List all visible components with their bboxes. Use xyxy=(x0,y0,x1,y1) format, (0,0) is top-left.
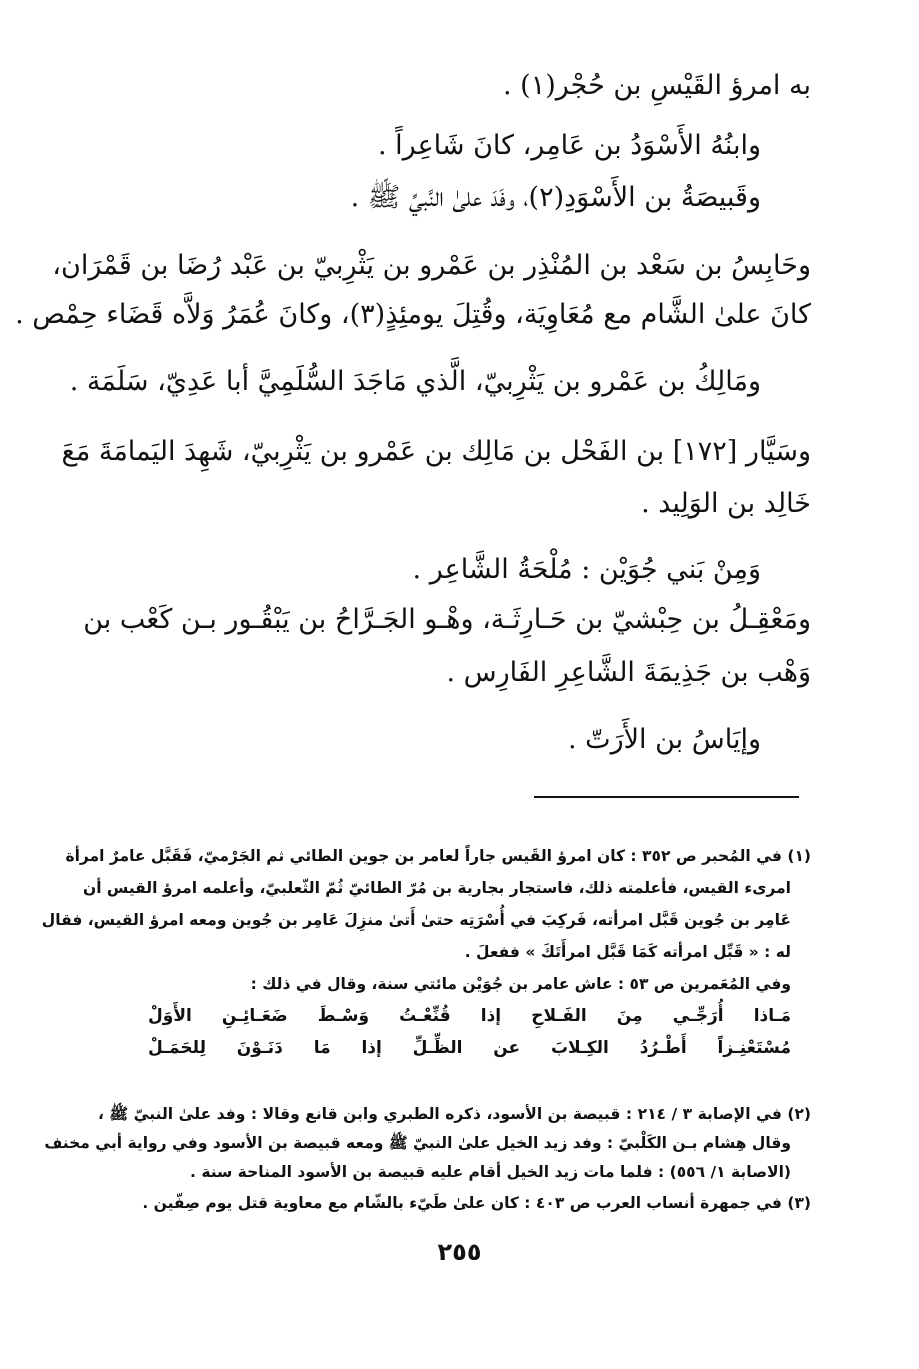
footnote-line: وقال هِشام بـن الكَلْبيّ : وفد زيد الخيل علىٰ النبيّ ﷺ ومعه قبيصة بن الأسود وفي رواية أبي مخنف xyxy=(44,1134,791,1152)
text-line: وَمِنْ بَني جُوَيْن : مُلْحَةُ الشَّاعِر . xyxy=(412,554,761,585)
text-line: به امرؤ القَيْسِ بن حُجْر(١) . xyxy=(502,70,811,101)
footnote-line: امرىء القيس، فأعلمته ذلك، فاستجار بجارية بن مُرّ الطائيّ ثُمّ الثّعلبيّ، وأعلمه امرؤ القيس أن xyxy=(82,879,791,897)
text-line: وحَابِسُ بن سَعْد بن المُنْذِر بن عَمْرو بن يَثْرِبيّ بن عَبْد رُضَا بن قَمْرَان، xyxy=(52,250,811,281)
footnote-line: وفي المُعَمرين ص ٥٣ : عاش عامر بن جُوَيْن مائتي سنة، وقال في ذلك : xyxy=(250,975,791,993)
footnote-separator xyxy=(534,796,799,798)
text-line: خَالِد بن الوَلِيد . xyxy=(641,488,811,519)
text-line: وإيَاسُ بن الأَرَتّ . xyxy=(568,724,761,755)
text-line: ومَعْقِـلُ بن حِبْشيّ بن حَـارِثَـة، وهْـو الجَـرَّاحُ بن يَبْقُـور بـن كَعْب بن xyxy=(83,604,811,635)
page-number: ٢٥٥ xyxy=(437,1238,482,1266)
poem-verse: مَـاذا أُرَجِّـي مِنَ الفَـلاحِ إذا قُنِّعْـتُ وَسْـطَ ضَعَـائِـنِ الأَوَلْ xyxy=(148,1006,791,1026)
text-line: وسَيَّار [١٧٢] بن الفَحْل بن مَالِك بن عَمْرو بن يَثْرِبيّ، شَهِدَ اليَمامَةَ مَعَ xyxy=(61,436,811,467)
text-line: وَهْب بن جَذِيمَةَ الشَّاعِرِ الفَارِس . xyxy=(446,657,811,688)
footnote-line: (١) في المُحبر ص ٣٥٢ : كان امرؤ القَيس جاراً لعامر بن جوين الطائي ثم الجَرْميّ، فَقَبَّل عامرٌ امرأة xyxy=(65,847,811,865)
text-line: وقَبيصَةُ بن الأَسْوَدِ(٢)، وفَدَ علىٰ النَّبيِّ ﷺ . xyxy=(350,182,761,213)
poem-verse: مُسْتَعْنِـزاً أَطْـرُدُ الكِـلابَ عن الظِّـلِّ إذا مَا دَنَـوْنَ لِلحَمَـلْ xyxy=(148,1038,791,1058)
text-line: كانَ علىٰ الشَّام مع مُعَاوِيَة، وقُتِلَ يومئِذٍ(٣)، وكانَ عُمَرُ وَلاَّه قَضَاء حِمْص . xyxy=(15,299,811,330)
footnote-line: (الاصابة ١/ ٥٥٦) : فلما مات زيد الخيل أقام عليه قبيصة بن الأسود المناحة سنة . xyxy=(190,1163,791,1181)
footnote-line: (٢) في الإصابة ٣ / ٢١٤ : قبيصة بن الأسود، ذكره الطبري وابن قانع وقالا : وفد علىٰ النبيّ ﷺ ، xyxy=(98,1105,811,1123)
text-line: وابنُهُ الأَسْوَدُ بن عَامِر، كانَ شَاعِراً . xyxy=(378,130,761,161)
text-line: ومَالِكُ بن عَمْرو بن يَثْرِبيّ، الَّذي مَاجَدَ السُّلَمِيَّ أبا عَدِيّ، سَلَمَة . xyxy=(69,366,761,397)
footnote-line: له : « قَبِّل امرأته كَمَا قَبَّل امرأَتَكَ » ففعلَ . xyxy=(464,943,791,961)
footnote-line: عَامِر بن جُوين قَبَّل امرأته، فَركِبَ في أُسْرَتِه حتىٰ أَتىٰ منزِلَ عَامِر بن جُوين ومعه امرؤ القيس، فقال xyxy=(41,911,791,929)
footnote-line: (٣) في جمهرة أنساب العرب ص ٤٠٣ : كان علىٰ طَيّء بالشّام مع معاوية قتل يوم صِفّين . xyxy=(142,1194,811,1212)
